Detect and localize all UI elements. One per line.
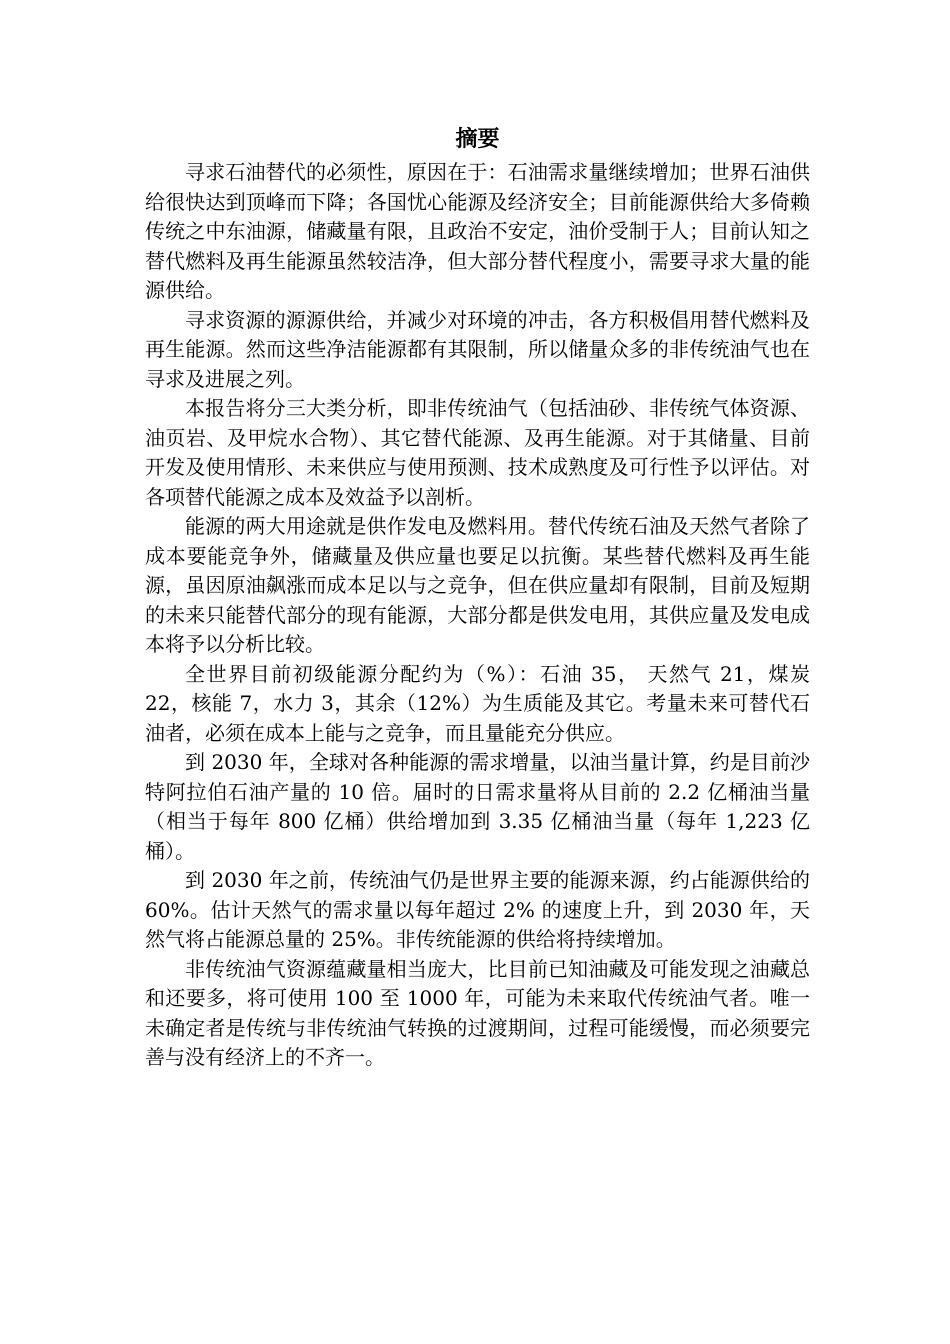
paragraph-4: 能源的两大用途就是供作发电及燃料用。替代传统石油及天然气者除了成本要能竞争外，储藏量及供应量也要足以抗衡。某些替代燃料及再生能源，虽因原油飙涨而成本足以与之竞争，但在供应量却有限制，目前及短期的未来只能替代部分的现有能源，大部分都是供发电用，其供应量及发电成本将予以分析比较。: [145, 514, 810, 656]
paragraph-2: 寻求资源的源源供给，并减少对环境的冲击，各方积极倡用替代燃料及再生能源。然而这些净洁能源都有其限制，所以储量众多的非传统油气也在寻求及进展之列。: [145, 307, 810, 391]
paragraph-6: 到 2030 年，全球对各种能源的需求增量，以油当量计算，约是目前沙特阿拉伯石油产量的 10 倍。届时的日需求量将从目前的 2.2 亿桶油当量（相当于每年 800 亿桶）供给增加到 3.35 亿桶油当量（每年 1,223 亿桶）。: [145, 750, 810, 863]
paragraph-5: 全世界目前初级能源分配约为（%）：石油 35， 天然气 21，煤炭 22，核能 7，水力 3，其余（12%）为生质能及其它。考量未来可替代石油者，必须在成本上能与之竞争，而且量能充分供应。: [145, 661, 810, 745]
page-title: 摘要: [455, 127, 500, 152]
paragraph-3: 本报告将分三大类分析，即非传统油气（包括油砂、非传统气体资源、油页岩、及甲烷水合物）、其它替代能源、及再生能源。对于其储量、目前开发及使用情形、未来供应与使用预测、技术成熟度及可行性予以评估。对各项替代能源之成本及效益予以剖析。: [145, 396, 810, 509]
abstract-section: [145, 122, 810, 1073]
paragraph-8: 非传统油气资源蕴藏量相当庞大，比目前已知油藏及可能发现之油藏总和还要多，将可使用 100 至 1000 年，可能为未来取代传统油气者。唯一未确定者是传统与非传统油气转换的过渡期间，过程可能缓慢，而必须要完善与没有经济上的不齐一。: [145, 956, 810, 1069]
paragraph-7: 到 2030 年之前，传统油气仍是世界主要的能源来源，约占能源供给的 60%。估计天然气的需求量以每年超过 2% 的速度上升，到 2030 年，天然气将占能源总量的 25%。非传统能源的供给将持续增加。: [145, 868, 810, 951]
paragraph-1: 寻求石油替代的必须性，原因在于：石油需求量继续增加；世界石油供给很快达到顶峰而下降；各国忧心能源及经济安全；目前能源供给大多倚赖传统之中东油源，储藏量有限，且政治不安定，油价受制于人；目前认知之替代燃料及再生能源虽然较洁净，但大部分替代程度小，需要寻求大量的能源供给。: [145, 160, 810, 302]
